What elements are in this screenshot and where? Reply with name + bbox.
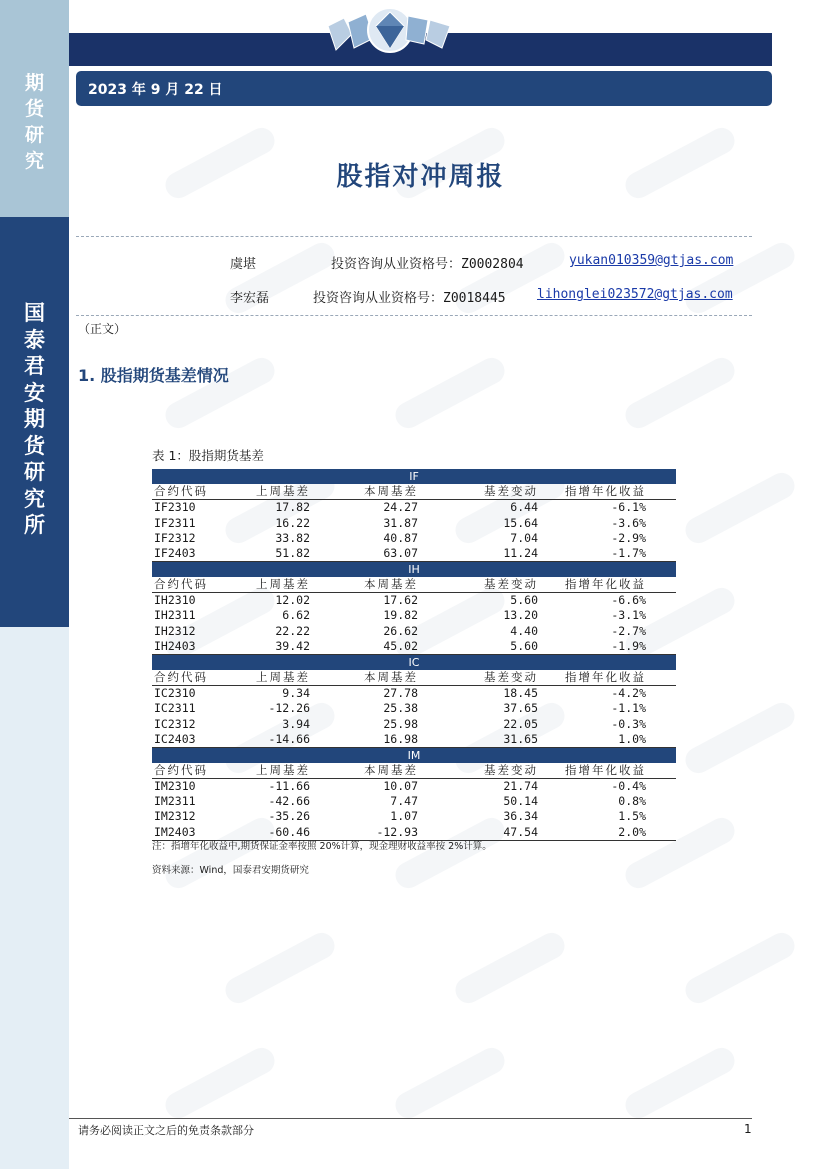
table-cell: -12.26 bbox=[268, 701, 310, 716]
author-email-link[interactable]: lihonglei023572@gtjas.com bbox=[537, 287, 733, 302]
table-cell: 40.87 bbox=[383, 530, 418, 545]
table-cell: 25.38 bbox=[383, 701, 418, 716]
table-cell: 21.74 bbox=[503, 778, 538, 793]
table-column-header: 合约代码 bbox=[152, 484, 242, 500]
table-cell: -6.1% bbox=[611, 500, 646, 515]
table-cell: -12.93 bbox=[328, 825, 432, 841]
table-cell: 25.98 bbox=[383, 716, 418, 731]
table-cell: IH2312 bbox=[154, 623, 196, 638]
table-cell: 37.65 bbox=[503, 701, 538, 716]
table-row bbox=[152, 500, 676, 516]
table-row bbox=[152, 639, 676, 655]
table-row bbox=[152, 608, 676, 623]
table-header-row bbox=[152, 484, 676, 500]
table-row bbox=[152, 778, 676, 794]
author-license: 投资咨询从业资格号：Z0018445 bbox=[313, 291, 506, 306]
table-cell: 16.22 bbox=[275, 515, 310, 530]
table-column-header: 基差变动 bbox=[432, 484, 552, 500]
table-row bbox=[152, 624, 676, 639]
table-cell: IF2403 bbox=[152, 546, 242, 562]
author-email-link[interactable]: yukan010359@gtjas.com bbox=[569, 253, 734, 268]
report-date: 2023 年 9 月 22 日 bbox=[88, 82, 223, 98]
table-column-header: 上周基差 bbox=[242, 484, 328, 500]
table-cell: IM2311 bbox=[154, 793, 196, 808]
watermark-mark bbox=[391, 353, 509, 432]
table-cell: 4.40 bbox=[510, 623, 538, 638]
table-cell: IH2311 bbox=[154, 608, 196, 623]
table-cell: 7.04 bbox=[510, 530, 538, 545]
table-cell: -11.66 bbox=[268, 778, 310, 793]
watermark-mark bbox=[681, 698, 799, 777]
sidebar-org-char: 究 bbox=[24, 486, 45, 511]
table-cell: -6.6% bbox=[611, 593, 646, 608]
sidebar-org-char: 研 bbox=[24, 460, 45, 484]
table-cell: -14.66 bbox=[242, 732, 328, 748]
footer-disclaimer: 请务必阅读正文之后的免责条款部分 bbox=[78, 1124, 254, 1137]
date-bar bbox=[76, 71, 772, 106]
table-cell: 10.07 bbox=[383, 778, 418, 793]
table-column-header: 指增年化收益 bbox=[552, 670, 676, 686]
sidebar-org-char: 安 bbox=[24, 380, 45, 405]
table-cell: 6.44 bbox=[510, 500, 538, 515]
sidebar-org-label bbox=[0, 300, 69, 539]
table-cell: -42.66 bbox=[268, 793, 310, 808]
watermark-mark bbox=[621, 353, 739, 432]
table-cell: 19.82 bbox=[383, 608, 418, 623]
sidebar-org-char: 泰 bbox=[24, 327, 45, 352]
table-group-label: IM bbox=[152, 747, 676, 763]
table-column-header: 基差变动 bbox=[432, 670, 552, 686]
table-cell: IM2310 bbox=[154, 778, 196, 793]
table-column-header: 指增年化收益 bbox=[552, 484, 676, 500]
table-cell: 50.14 bbox=[503, 793, 538, 808]
table-cell: 12.02 bbox=[275, 593, 310, 608]
table-cell: IH2310 bbox=[154, 593, 196, 608]
table-cell: -35.26 bbox=[268, 809, 310, 824]
table-column-header: 合约代码 bbox=[152, 577, 242, 593]
table-cell: IC2310 bbox=[154, 685, 196, 700]
sidebar-org-char: 货 bbox=[24, 433, 45, 458]
table-row bbox=[152, 685, 676, 701]
table-row bbox=[152, 593, 676, 609]
author-license: 投资咨询从业资格号：Z0002804 bbox=[331, 257, 524, 272]
table-cell: 0.8% bbox=[618, 793, 646, 808]
table-cell: 26.62 bbox=[383, 623, 418, 638]
sidebar-org-char: 所 bbox=[24, 513, 45, 537]
sidebar-org-char: 君 bbox=[24, 354, 45, 378]
sidebar-research-char: 期 bbox=[24, 72, 44, 94]
table-cell: 39.42 bbox=[242, 639, 328, 655]
table-column-header: 上周基差 bbox=[242, 670, 328, 686]
table-cell: 36.34 bbox=[503, 809, 538, 824]
table-cell: IM2403 bbox=[152, 825, 242, 841]
table-cell: 63.07 bbox=[328, 546, 432, 562]
table-cell: 1.5% bbox=[618, 809, 646, 824]
page-number: 1 bbox=[744, 1122, 752, 1136]
table-cell: -60.46 bbox=[242, 825, 328, 841]
watermark-mark bbox=[391, 1043, 509, 1122]
table-cell: 22.22 bbox=[275, 623, 310, 638]
table-cell: 47.54 bbox=[432, 825, 552, 841]
table-column-header: 本周基差 bbox=[328, 577, 432, 593]
basis-table bbox=[152, 469, 676, 841]
table-cell: -4.2% bbox=[611, 685, 646, 700]
table-cell: -3.6% bbox=[611, 515, 646, 530]
table-column-header: 基差变动 bbox=[432, 763, 552, 779]
table-cell: 9.34 bbox=[282, 685, 310, 700]
table-column-header: 本周基差 bbox=[328, 484, 432, 500]
table-column-header: 基差变动 bbox=[432, 577, 552, 593]
table-column-header: 合约代码 bbox=[152, 670, 242, 686]
table-cell: -1.9% bbox=[552, 639, 676, 655]
diamond-logo-icon bbox=[310, 4, 470, 66]
sidebar-research-char: 货 bbox=[24, 98, 44, 120]
table-cell: 5.60 bbox=[432, 639, 552, 655]
watermark-mark bbox=[681, 238, 799, 317]
table-cell: 31.65 bbox=[432, 732, 552, 748]
table-header-row bbox=[152, 670, 676, 686]
divider-bottom bbox=[76, 315, 752, 316]
table-cell: 15.64 bbox=[503, 515, 538, 530]
table-cell: 5.60 bbox=[510, 593, 538, 608]
footer-divider bbox=[69, 1118, 752, 1119]
table-cell: 17.82 bbox=[275, 500, 310, 515]
watermark-mark bbox=[621, 1043, 739, 1122]
table-cell: IC2403 bbox=[152, 732, 242, 748]
table-column-header: 上周基差 bbox=[242, 763, 328, 779]
table-note: 注：指增年化收益中,期货保证金率按照 20%计算，现金理财收益率按 2%计算。 bbox=[152, 841, 492, 852]
table-header-row bbox=[152, 577, 676, 593]
sidebar-bottom-panel bbox=[0, 627, 69, 1169]
watermark-mark bbox=[681, 928, 799, 1007]
table-cell: 17.62 bbox=[383, 593, 418, 608]
table-source: 资料来源：Wind，国泰君安期货研究 bbox=[152, 865, 309, 876]
table-cell: -2.7% bbox=[611, 623, 646, 638]
table-cell: -1.1% bbox=[611, 701, 646, 716]
table-cell: 27.78 bbox=[383, 685, 418, 700]
table-cell: 7.47 bbox=[390, 793, 418, 808]
table-column-header: 上周基差 bbox=[242, 577, 328, 593]
table-cell: 16.98 bbox=[328, 732, 432, 748]
table-column-header: 本周基差 bbox=[328, 670, 432, 686]
table-cell: 31.87 bbox=[383, 515, 418, 530]
table-cell: 51.82 bbox=[242, 546, 328, 562]
sidebar-research-char: 究 bbox=[24, 150, 44, 172]
table-group-label: IH bbox=[152, 562, 676, 578]
table-caption: 表 1：股指期货基差 bbox=[152, 448, 264, 463]
table-group-row bbox=[152, 747, 676, 763]
table-cell: 6.62 bbox=[282, 608, 310, 623]
table-row bbox=[152, 701, 676, 716]
table-cell: 33.82 bbox=[275, 530, 310, 545]
sidebar-org-char: 国 bbox=[24, 301, 45, 325]
table-cell: -0.4% bbox=[611, 778, 646, 793]
sidebar-research-char: 研 bbox=[24, 124, 44, 146]
table-cell: IC2311 bbox=[154, 701, 196, 716]
table-group-row bbox=[152, 469, 676, 484]
table-row bbox=[152, 515, 676, 530]
table-cell: -3.1% bbox=[611, 608, 646, 623]
page-title: 股指对冲周报 bbox=[336, 162, 505, 192]
table-column-header: 指增年化收益 bbox=[552, 763, 676, 779]
divider-top bbox=[76, 236, 752, 237]
table-cell: IF2312 bbox=[154, 530, 196, 545]
table-row bbox=[152, 531, 676, 546]
table-cell: 18.45 bbox=[503, 685, 538, 700]
table-cell: 22.05 bbox=[503, 716, 538, 731]
table-cell: -2.9% bbox=[611, 530, 646, 545]
section-heading: 1. 股指期货基差情况 bbox=[78, 366, 229, 385]
table-column-header: 合约代码 bbox=[152, 763, 242, 779]
author-name: 虞堪 bbox=[230, 257, 257, 272]
table-group-label: IC bbox=[152, 654, 676, 670]
sidebar-org-char: 期 bbox=[24, 407, 45, 431]
body-marker: （正文） bbox=[78, 322, 127, 336]
table-cell: -0.3% bbox=[611, 716, 646, 731]
table-cell: IF2311 bbox=[154, 515, 196, 530]
table-cell: IC2312 bbox=[154, 716, 196, 731]
table-cell: 3.94 bbox=[282, 716, 310, 731]
table-cell: IH2403 bbox=[152, 639, 242, 655]
watermark-mark bbox=[221, 928, 339, 1007]
table-cell: 45.02 bbox=[328, 639, 432, 655]
table-cell: IF2310 bbox=[154, 500, 196, 515]
table-row bbox=[152, 732, 676, 748]
table-column-header: 本周基差 bbox=[328, 763, 432, 779]
table-group-row bbox=[152, 654, 676, 670]
table-cell: 13.20 bbox=[503, 608, 538, 623]
watermark-mark bbox=[451, 928, 569, 1007]
table-cell: -1.7% bbox=[552, 546, 676, 562]
table-cell: 24.27 bbox=[383, 500, 418, 515]
sidebar-research-label bbox=[0, 70, 69, 174]
table-header-row bbox=[152, 763, 676, 779]
table-row bbox=[152, 794, 676, 809]
table-cell: 1.07 bbox=[390, 809, 418, 824]
table-row bbox=[152, 546, 676, 562]
table-cell: 2.0% bbox=[552, 825, 676, 841]
watermark-mark bbox=[681, 468, 799, 547]
table-row bbox=[152, 716, 676, 731]
watermark-mark bbox=[161, 1043, 279, 1122]
table-row bbox=[152, 809, 676, 824]
table-cell: IM2312 bbox=[154, 809, 196, 824]
author-name: 李宏磊 bbox=[230, 291, 270, 306]
table-cell: 11.24 bbox=[432, 546, 552, 562]
table-cell: 1.0% bbox=[552, 732, 676, 748]
table-group-row bbox=[152, 562, 676, 578]
table-column-header: 指增年化收益 bbox=[552, 577, 676, 593]
table-group-label: IF bbox=[152, 469, 676, 484]
